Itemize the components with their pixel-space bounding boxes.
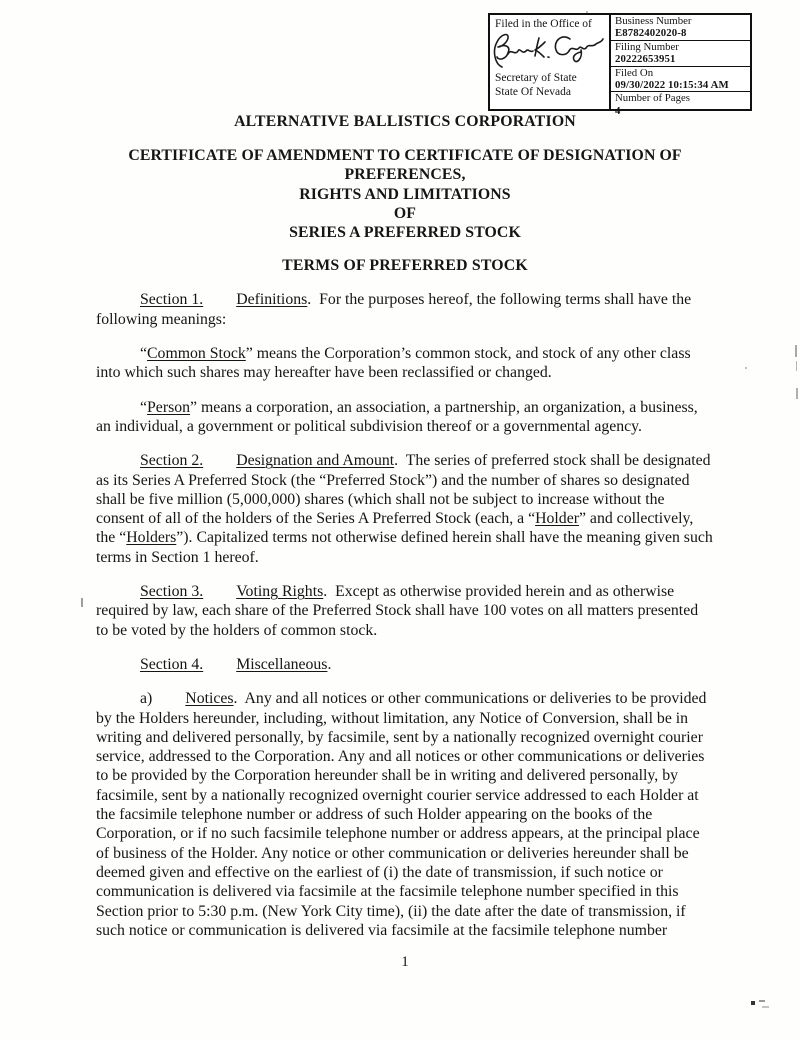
- field-value: E8782402020-8: [615, 27, 687, 40]
- text-segment: . Except as otherwise provided herein and as otherwise required by law, each share of the Preferred Stock shall have 100 votes on all matters presented to be voted by the holders of common stock.: [96, 583, 703, 639]
- text-segment: Definitions: [236, 291, 308, 309]
- text-segment: Section 1.: [140, 291, 204, 309]
- text-segment: . For the purposes hereof, the following terms shall have the following meanings:: [96, 291, 696, 328]
- scan-artifact: [586, 11, 588, 13]
- scan-artifact: [81, 598, 83, 607]
- text-segment: ” means the Corporation’s common stock, and stock of any other class into which such shares may hereafter have been reclassified or changed.: [96, 345, 695, 382]
- text-segment: ” and collectively, the “: [96, 510, 698, 547]
- paragraph-person-definition: [96, 398, 714, 437]
- filed-in-office-label: Filed in the Office of: [495, 18, 592, 30]
- heading-line: RIGHTS AND LIMITATIONS: [299, 185, 511, 203]
- scan-artifact: [795, 345, 797, 357]
- paragraph-section-2-designation: [96, 451, 717, 567]
- text-segment: ”). Capitalized terms not otherwise defined herein shall have the meaning given such terms in Section 1 hereof.: [96, 529, 717, 566]
- heading-line: SERIES A PREFERRED STOCK: [289, 224, 521, 242]
- text-segment: Miscellaneous: [236, 655, 328, 673]
- text-segment: Section 2.: [140, 452, 204, 470]
- paragraph-common-stock-definition: [96, 344, 714, 383]
- field-label: Number of Pages: [615, 92, 690, 105]
- text-segment: ” means a corporation, an association, a partnership, an organization, a business, an individual, a government or political subdivision thereof or a governmental agency.: [96, 398, 702, 435]
- text-segment: Holder: [535, 510, 579, 528]
- text-segment: Section 4.: [140, 655, 204, 673]
- terms-subtitle: TERMS OF PREFERRED STOCK: [282, 257, 528, 275]
- paragraph-section-1-definitions: [96, 290, 714, 329]
- paragraph-notices: [96, 689, 714, 940]
- text-segment: Designation and Amount: [236, 452, 395, 470]
- paragraph-section-3-voting-rights: [96, 582, 714, 640]
- text-segment: . The series of preferred stock shall be designated as its Series A Preferred Stock (the “Preferred Stock”) and the number of shares so designated shall be five million (5,000,000) shares (which shall not be subject to increase without the consent of all of the holders of the Series A Preferred Stock (each, a “: [96, 452, 715, 528]
- heading-line: CERTIFICATE OF AMENDMENT TO CERTIFICATE OF DESIGNATION OF: [128, 147, 682, 164]
- field-label: Business Number: [615, 15, 692, 27]
- field-value: 09/30/2022 10:15:34 AM: [615, 79, 729, 92]
- text-segment: Person: [147, 398, 191, 416]
- heading-line: PREFERENCES,: [344, 166, 466, 184]
- secretary-of-state-label: Secretary of State: [495, 72, 577, 84]
- text-segment: . Any and all notices or other communications or deliveries to be provided by the Holders hereunder, including, without limitation, any Notice of Conversion, shall be in writing and delivered personally, by facsimile, sent by a nationally recognized overnight courier service, addressed to the Corporation. Any and all notices or other communications or deliveries to be provided by the Corporation hereunder shall be in writing and delivered personally, by facsimile, sent by a nationally recognized overnight courier service addressed to each Holder at the facsimile telephone number or address of such Holder appearing on the books of the Corporation, or if no such facsimile telephone number or address appears, at the principal place of business of the Holder. Any notice or other communication or deliveries hereunder shall be deemed given and effective on the earliest of (i) the date of transmission, if such notice or communication is delivered via facsimile at the facsimile telephone number specified in this Section prior to 5:30 p.m. (New York City time), (ii) the date after the date of transmission, if such notice or communication is delivered via facsimile at the facsimile telephone number: [96, 690, 711, 939]
- text-segment: Voting Rights: [236, 583, 324, 601]
- text-segment: “: [140, 345, 148, 363]
- certificate-heading: [96, 146, 714, 242]
- scan-artifact: [796, 361, 797, 371]
- text-segment: a): [140, 690, 153, 708]
- document-body: [96, 0, 717, 971]
- text-segment: Common Stock: [147, 345, 246, 363]
- scan-artifact: [762, 1006, 769, 1008]
- field-label: Filing Number: [615, 40, 679, 53]
- text-segment: .: [327, 655, 332, 673]
- paragraph-section-4-miscellaneous: [96, 655, 714, 674]
- state-of-nevada-label: State Of Nevada: [495, 86, 571, 98]
- text-segment: Holders: [126, 529, 177, 547]
- text-segment: Section 3.: [140, 583, 204, 601]
- field-label: Filed On: [615, 66, 654, 79]
- scan-artifact: [751, 1001, 755, 1005]
- text-segment: “: [140, 398, 148, 416]
- field-value: 20222653951: [615, 53, 676, 66]
- field-value: 4: [615, 104, 621, 117]
- page-number: 1: [401, 954, 409, 971]
- scan-artifact: [745, 367, 747, 369]
- heading-line: OF: [393, 204, 417, 222]
- text-segment: Notices: [185, 690, 234, 708]
- scan-artifact: [759, 1000, 765, 1002]
- scan-artifact: [796, 388, 798, 399]
- company-title: ALTERNATIVE BALLISTICS CORPORATION: [234, 113, 576, 130]
